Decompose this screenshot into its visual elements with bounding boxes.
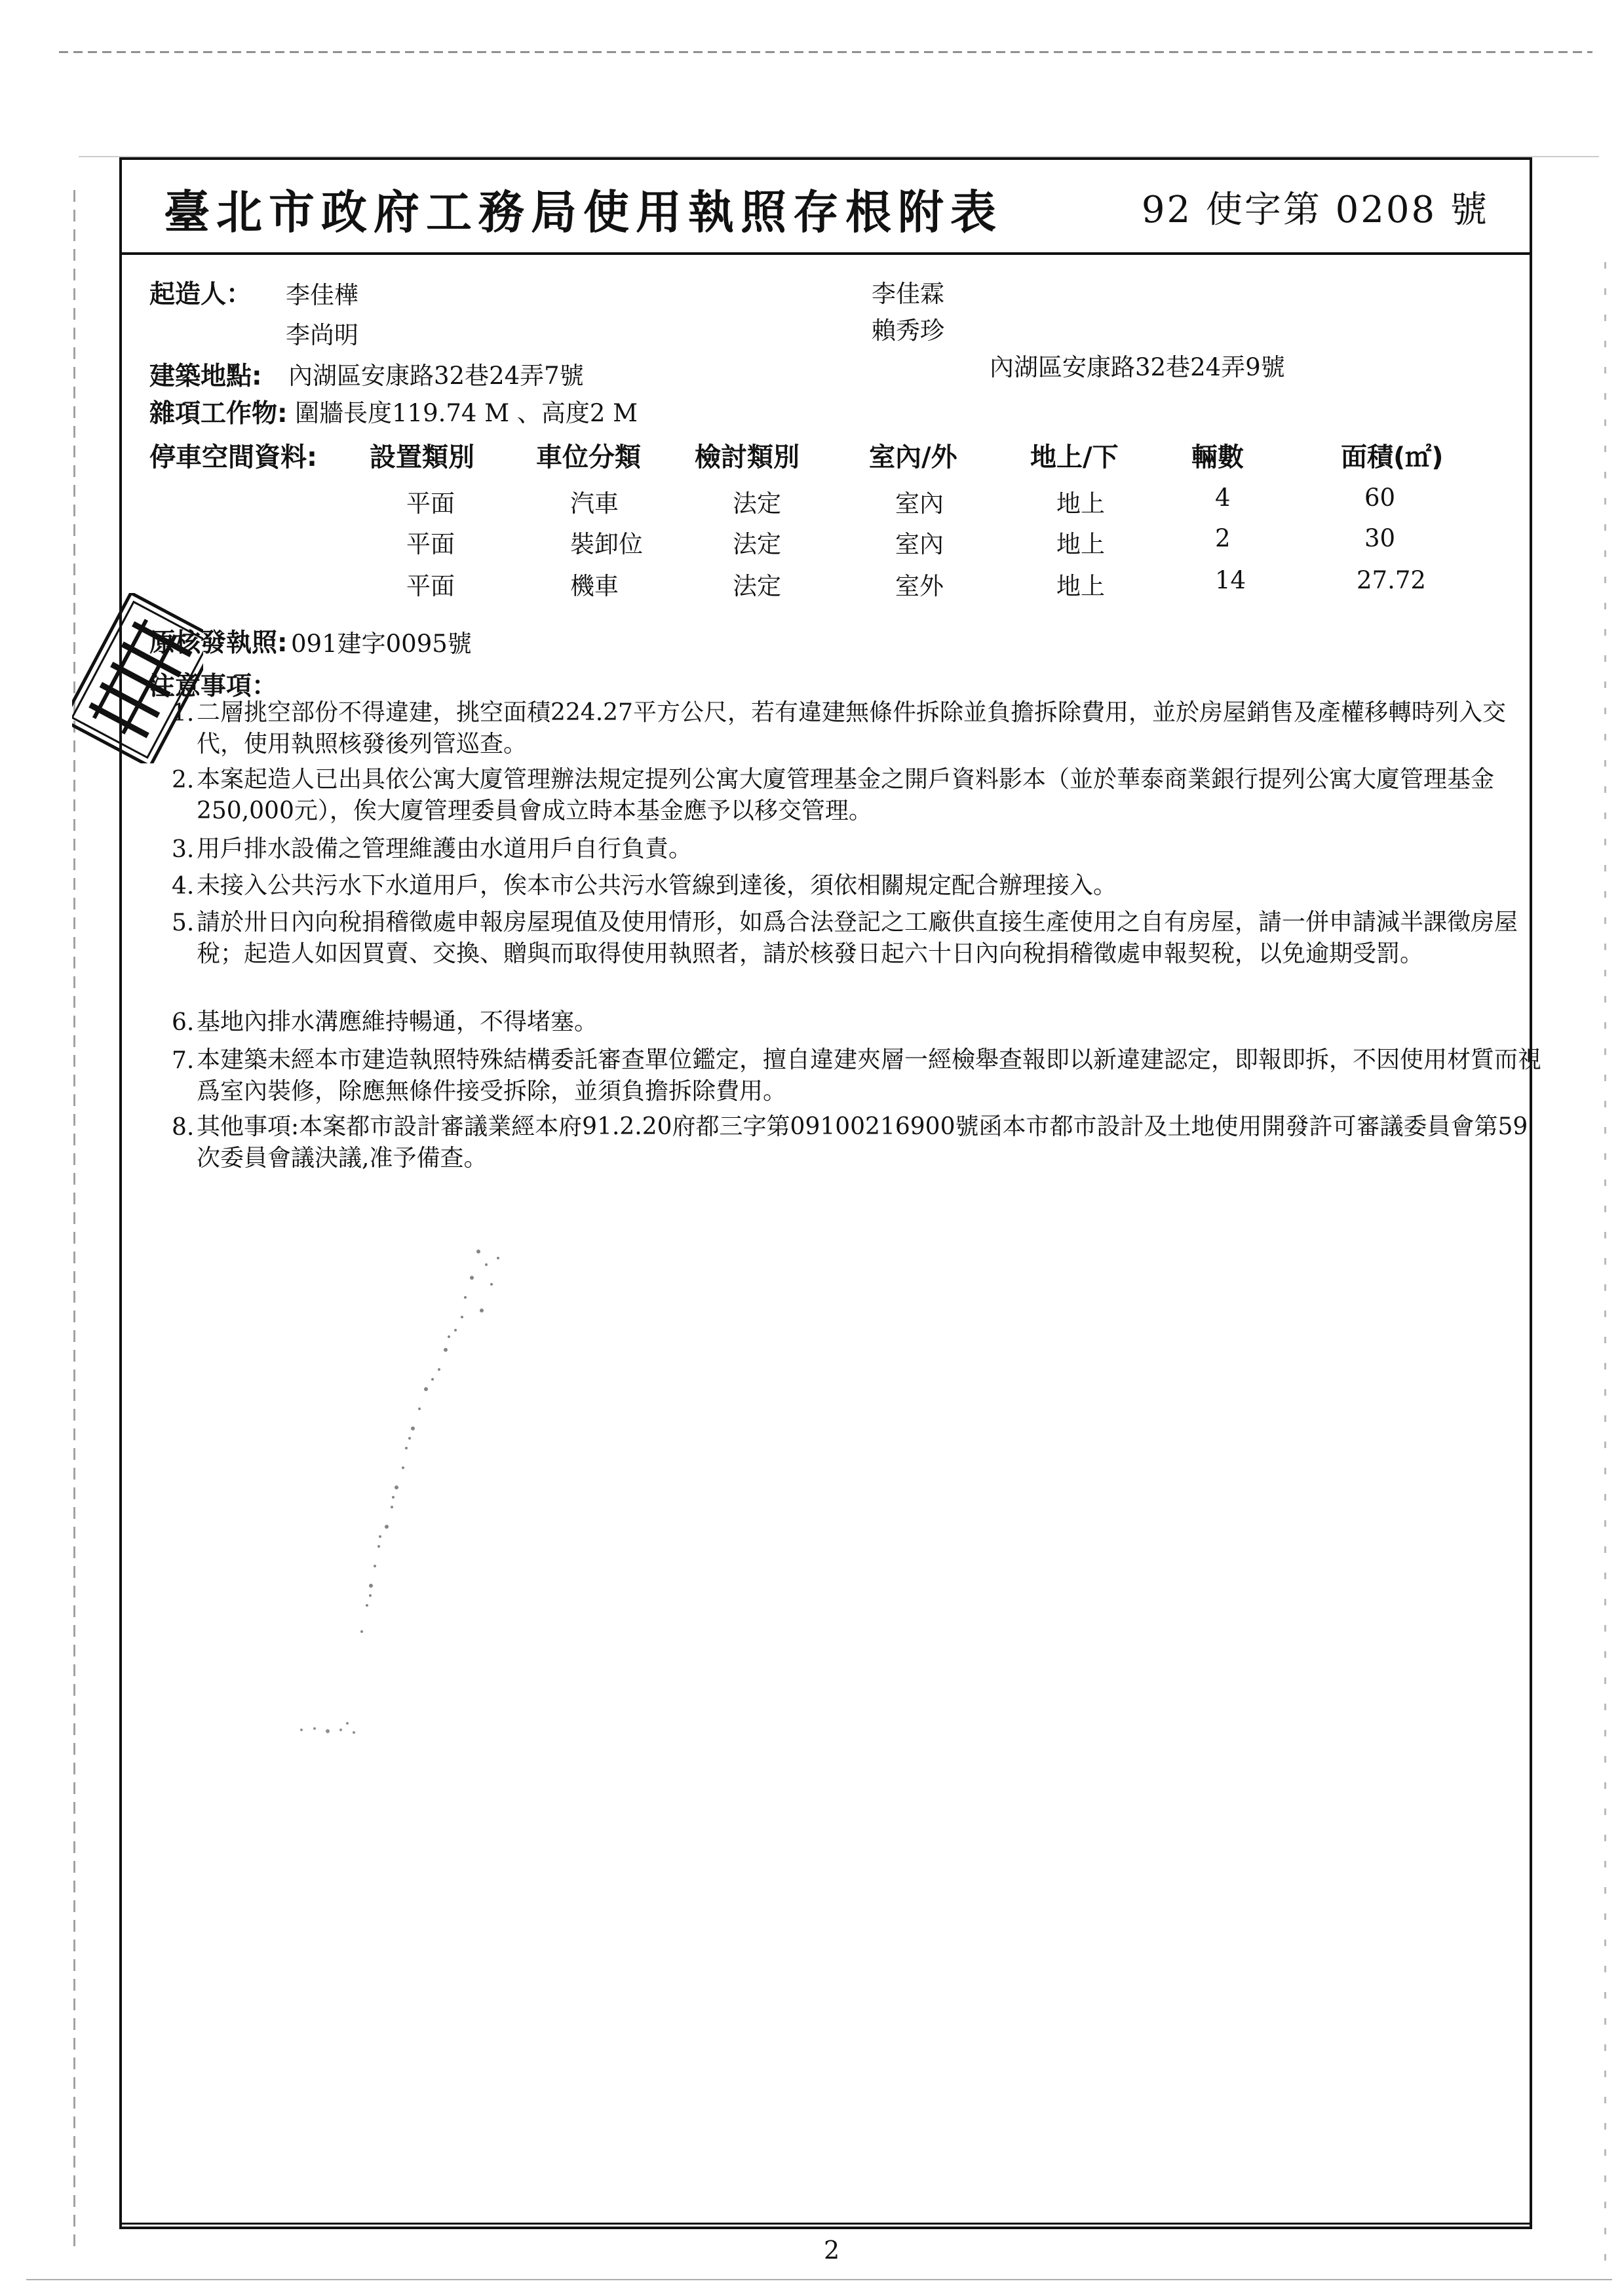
misc-work-label: 雜項工作物:: [149, 399, 288, 429]
parking-cell: 法定: [733, 572, 781, 600]
scan-artifact-bottom: [26, 2279, 1612, 2280]
parking-col-1: 設置類別: [370, 442, 474, 472]
note-item: 本案起造人已出具依公寓大廈管理辦法規定提列公寓大廈管理基金之開戶資料影本（並於華泰商業銀行提列公寓大廈管理基金250,000元），俟大廈管理委員會成立時本基金應予以移交管理。: [197, 766, 1495, 824]
parking-cell: 地上: [1056, 489, 1105, 518]
scan-artifact-top: [59, 51, 1592, 53]
site-address-2: 內湖區安康路32巷24弄9號: [990, 353, 1285, 381]
original-license-value: 091建字0095號: [291, 630, 472, 658]
parking-cell: 平面: [406, 489, 455, 518]
note-number: 8.: [172, 1114, 195, 1141]
site-label: 建築地點:: [149, 362, 262, 391]
scan-speckle: [288, 1704, 393, 1756]
note-number: 1.: [172, 700, 195, 727]
parking-col-6: 輛數: [1191, 442, 1244, 472]
misc-work-value: 圍牆長度119.74 M 、高度2 M: [295, 399, 638, 427]
site-address-1: 內湖區安康路32巷24弄7號: [288, 362, 584, 390]
bottom-rule: [119, 2223, 1532, 2225]
note-number: 7.: [172, 1047, 195, 1074]
parking-cell: 裝卸位: [570, 530, 643, 558]
note-number: 4.: [172, 873, 195, 900]
note-number: 6.: [172, 1009, 195, 1036]
parking-cell: 室內: [895, 489, 944, 518]
document-number: 92 使字第 0208 號: [1141, 189, 1489, 231]
parking-cell: 室外: [895, 572, 944, 600]
note-item: 請於卅日內向稅捐稽徵處申報房屋現值及使用情形，如爲合法登記之工廠供直接生產使用之自有房屋，請一併申請減半課徵房屋稅；起造人如因買賣、交換、贈與而取得使用執照者，請於核發日起六十日內向稅捐稽徵處申報契稅，以免逾期受罰。: [197, 909, 1518, 967]
parking-cell: 機車: [570, 572, 619, 600]
stamp-mark: [72, 593, 203, 763]
note-number: 5.: [172, 909, 195, 936]
note-item: 本建築未經本市建造執照特殊結構委託審查單位鑑定，擅自違建夾層一經檢舉查報即以新違建認定，即報即拆，不因使用材質而視爲室內裝修，除應無條件接受拆除，並須負擔拆除費用。: [197, 1046, 1542, 1105]
parking-cell: 14: [1215, 566, 1246, 594]
applicant-name-3: 李佳霖: [872, 280, 944, 308]
note-item: 未接入公共污水下水道用戶，俟本市公共污水管線到達後，須依相關規定配合辦理接入。: [197, 872, 1117, 899]
parking-cell: 60: [1364, 484, 1396, 512]
applicant-name-2: 李尚明: [286, 321, 358, 349]
parking-col-4: 室內/外: [869, 442, 957, 472]
scan-artifact-right: [1604, 262, 1606, 2261]
parking-cell: 27.72: [1357, 566, 1426, 594]
parking-cell: 法定: [733, 530, 781, 558]
note-item: 基地內排水溝應維持暢通，不得堵塞。: [197, 1008, 598, 1035]
parking-cell: 地上: [1056, 572, 1105, 600]
parking-cell: 法定: [733, 489, 781, 518]
parking-col-5: 地上/下: [1030, 442, 1119, 472]
note-item: 二層挑空部份不得違建，挑空面積224.27平方公尺，若有違建無條件拆除並負擔拆除費用，並於房屋銷售及產權移轉時列入交代，使用執照核發後列管巡查。: [197, 699, 1506, 757]
parking-cell: 4: [1215, 484, 1231, 512]
parking-col-7: 面積(㎡): [1341, 442, 1444, 472]
applicant-name-4: 賴秀珍: [872, 316, 944, 345]
applicant-name-1: 李佳樺: [286, 281, 358, 309]
scan-speckle: [315, 1238, 590, 1776]
note-item: 其他事項:本案都市設計審議業經本府91.2.20府都三字第09100216900號函本市都市設計及土地使用開發許可審議委員會第59次委員會議決議,准予備查。: [197, 1113, 1528, 1172]
scan-artifact-left: [73, 190, 75, 2254]
applicant-label: 起造人：: [149, 280, 252, 309]
note-item: 用戶排水設備之管理維護由水道用戶自行負責。: [197, 835, 693, 862]
parking-cell: 30: [1364, 524, 1396, 552]
original-license-label: 原核發執照:: [149, 628, 288, 658]
document-frame: [119, 157, 1532, 2229]
notes-label: 注意事項：: [149, 672, 278, 701]
parking-col-2: 車位分類: [536, 442, 641, 472]
parking-label: 停車空間資料:: [149, 442, 317, 472]
parking-cell: 室內: [895, 530, 944, 558]
parking-cell: 地上: [1056, 530, 1105, 558]
page-number: 2: [824, 2236, 840, 2265]
parking-cell: 平面: [406, 530, 455, 558]
parking-cell: 2: [1215, 524, 1231, 552]
note-number: 3.: [172, 836, 195, 863]
parking-cell: 汽車: [570, 489, 619, 518]
title-divider: [119, 252, 1532, 255]
document-title: 臺北市政府工務局使用執照存根附表: [164, 185, 1003, 239]
note-number: 2.: [172, 767, 195, 794]
parking-col-3: 檢討類別: [695, 442, 800, 472]
parking-cell: 平面: [406, 572, 455, 600]
title-row: [119, 157, 1532, 256]
